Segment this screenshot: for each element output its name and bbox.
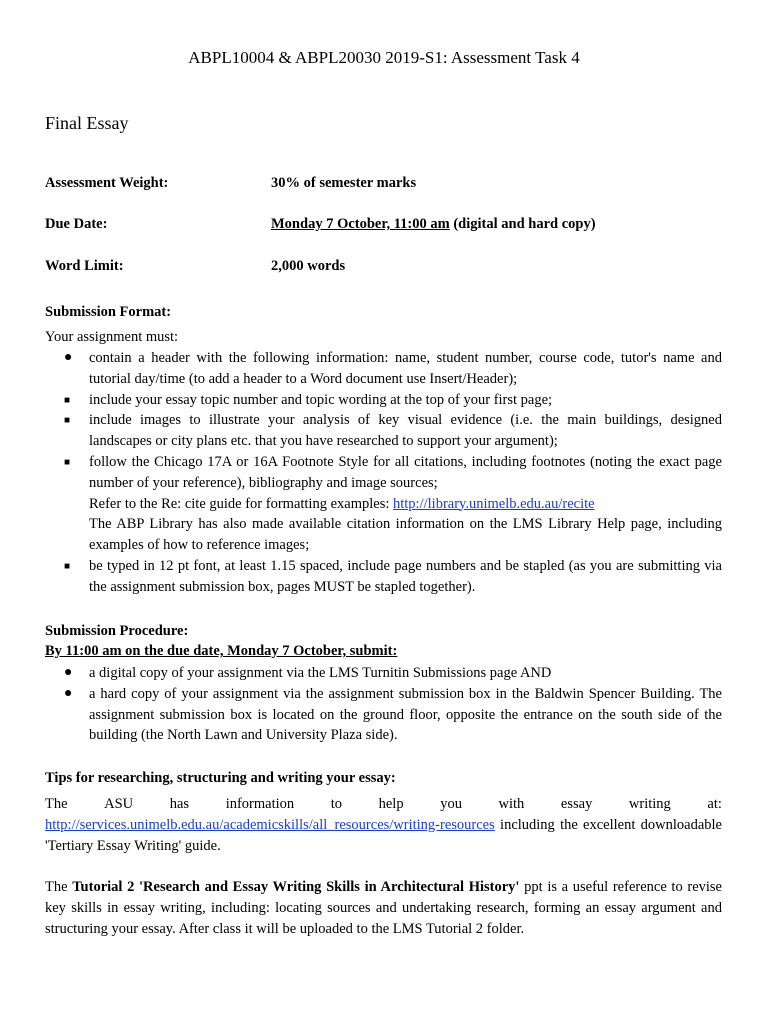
library-note: The ABP Library has also made available citation information on the LMS Library Help page, including examples of how to reference images;	[89, 516, 722, 554]
due-date-value	[271, 216, 596, 233]
list-item: ■ be typed in 12 pt font, at least 1.15 spaced, include page numbers and be stapled (as you are submitting via the assignment submission box, pages MUST be stapled together).	[64, 557, 722, 595]
recite-line: Refer to the Re: cite guide for formatting examples:	[89, 495, 393, 512]
word-limit-value: 2,000 words	[271, 258, 346, 274]
due-date-note: (digital and hard copy)	[449, 216, 596, 232]
tips-heading: Tips for researching, structuring and writing your essay:	[45, 770, 396, 786]
tutorial-title: Tutorial 2 'Research and Essay Writing Skills in Architectural History'	[72, 879, 520, 895]
square-bullet-icon: ■	[64, 394, 71, 406]
submission-format-heading: Submission Format:	[45, 304, 172, 320]
asu-rest: http://services.unimelb.edu.au/academicskills/all_resources/writing-resources including the excellent downloadable 'Tertiary Essay Writing' guide.	[45, 816, 722, 854]
essay-heading: Final Essay	[45, 113, 129, 133]
list-item: ● contain a header with the following information: name, student number, course code, tutor's name and tutorial day/time (to add a header to a Word document use Insert/Header);	[64, 350, 722, 387]
submission-procedure-subheading: By 11:00 am on the due date, Monday 7 October, submit:	[45, 643, 398, 659]
submission-format-intro: Your assignment must:	[45, 329, 179, 345]
due-date-emphasis: Monday 7 October, 11:00 am	[271, 216, 450, 232]
list-item: ■ follow the Chicago 17A or 16A Footnote Style for all citations, including footnotes (noting the exact page number of your reference), bibliography and image sources; Refer to the Re: cite guide for formatting examples: http://library.unimelb.edu.au/recite The ABP Library has also made available citation information on the LMS Library Help page, including examples of how to reference images;	[64, 453, 722, 554]
list-item: ● a hard copy of your assignment via the assignment submission box in the Baldwin Spencer Building. The assignment submission box is located on the ground floor, opposite the entrance on the south side of the building (the North Lawn and University Plaza side).	[64, 685, 722, 744]
submission-procedure-heading: Submission Procedure:	[45, 623, 189, 639]
recite-link[interactable]: http://library.unimelb.edu.au/recite	[393, 495, 595, 512]
list-item: ■ include your essay topic number and topic wording at the top of your first page;	[45, 390, 722, 411]
tutorial-paragraph: The Tutorial 2 'Research and Essay Writing Skills in Architectural History' ppt is a useful reference to revise key skills in essay writing, including: locating sources and undertaking research, forming an essay argument and structuring your essay. After class it will be uploaded to the LMS Tutorial 2 folder.	[45, 879, 722, 937]
asu-paragraph	[45, 794, 722, 856]
list-item: ● a digital copy of your assignment via the LMS Turnitin Submissions page AND	[45, 663, 722, 684]
square-bullet-icon: ■	[64, 415, 71, 427]
bullet-icon: ●	[64, 685, 73, 701]
document-title: ABPL10004 & ABPL20030 2019-S1: Assessment Task 4	[188, 48, 580, 67]
weight-label: Assessment Weight:	[45, 175, 169, 191]
asu-first-line: The ASU has information to help you with essay writing at:	[45, 796, 722, 812]
due-date-label: Due Date:	[45, 216, 108, 232]
square-bullet-icon: ■	[64, 456, 71, 468]
submission-format-list	[45, 348, 722, 598]
asu-writing-resources-link[interactable]: http://services.unimelb.edu.au/academicskills/all_resources/writing-resources	[45, 816, 495, 833]
weight-value: 30% of semester marks	[271, 175, 417, 191]
word-limit-label: Word Limit:	[45, 258, 124, 274]
list-item: ■ include images to illustrate your analysis of key visual evidence (i.e. the main buildings, designed landscapes or city plans etc. that you have researched to support your argument);	[64, 412, 722, 450]
square-bullet-icon: ■	[64, 560, 71, 572]
bullet-icon: ●	[64, 350, 73, 365]
bullet-icon: ●	[64, 665, 73, 680]
submission-procedure-list	[45, 663, 722, 746]
